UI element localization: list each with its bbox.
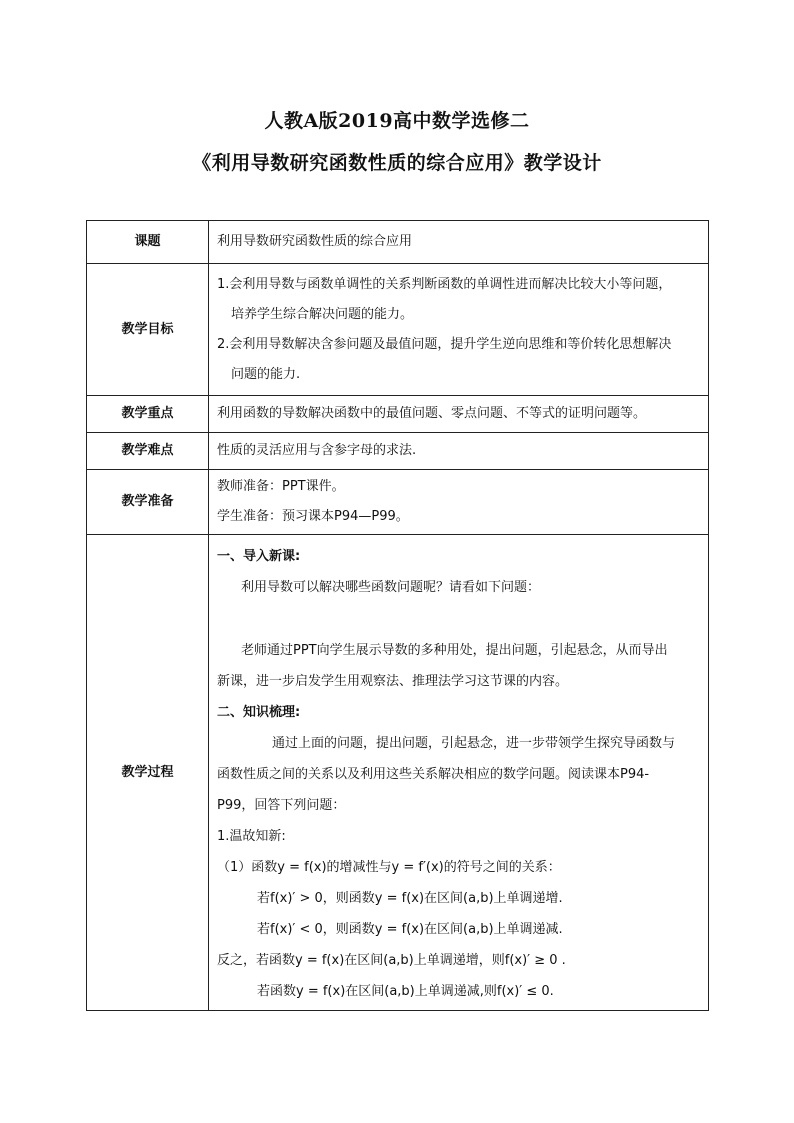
goals-content xyxy=(209,264,709,396)
goal-line-1: 1.会利用导数与函数单调性的关系判断函数的单调性进而解决比较大小等问题， xyxy=(217,276,672,292)
row-label-key-points: 教学重点 xyxy=(87,396,209,433)
preparation-content xyxy=(209,470,709,535)
process-content xyxy=(209,535,709,1011)
row-label-goals: 教学目标 xyxy=(87,264,209,396)
section-heading-knowledge: 二、知识梳理: xyxy=(217,705,301,720)
rule-increasing: 若f(x)′ > 0，则函数y = f(x)在区间(a,b)上单调递增. xyxy=(257,891,563,906)
knowledge-paragraph-line-1: 通过上面的问题，提出问题，引起悬念，进一步带领学生探究导函数与 xyxy=(272,736,676,751)
page-subtitle: 《利用导数研究函数性质的综合应用》教学设计 xyxy=(192,152,602,174)
table-row-difficulties xyxy=(87,433,709,470)
table-row-key-points xyxy=(87,396,709,433)
table-row-topic xyxy=(87,221,709,264)
goal-line-2: 培养学生综合解决问题的能力。 xyxy=(231,306,414,322)
row-label-preparation: 教学准备 xyxy=(87,470,209,535)
table-row-preparation xyxy=(87,470,709,535)
page-title: 人教A版2019高中数学选修二 xyxy=(264,110,530,132)
question-1: （1）函数y = f(x)的增减性与y = f′(x)的符号之间的关系： xyxy=(217,860,561,875)
table-row-goals xyxy=(87,264,709,396)
intro-paragraph-line-1: 老师通过PPT向学生展示导数的多种用处，提出问题，引起悬念，从而导出 xyxy=(241,643,668,658)
intro-text: 利用导数可以解决哪些函数问题呢？请看如下问题： xyxy=(241,580,541,595)
rule-decreasing: 若f(x)′ < 0，则函数y = f(x)在区间(a,b)上单调递减. xyxy=(257,922,563,937)
rule-converse-decreasing: 若函数y = f(x)在区间(a,b)上单调递减,则f(x)′ ≤ 0. xyxy=(257,984,554,999)
difficulties-text: 性质的灵活应用与含参字母的求法. xyxy=(209,433,709,470)
row-label-difficulties: 教学难点 xyxy=(87,433,209,470)
rule-converse-increasing: 反之，若函数y = f(x)在区间(a,b)上单调递增，则f(x)′ ≥ 0 . xyxy=(217,953,566,968)
review-heading: 1.温故知新: xyxy=(217,829,286,844)
teacher-preparation: 教师准备：PPT课件。 xyxy=(217,479,345,494)
lesson-plan-table xyxy=(86,220,709,1011)
intro-paragraph-line-2: 新课，进一步启发学生用观察法、推理法学习这节课的内容。 xyxy=(217,674,569,689)
knowledge-paragraph-line-2: 函数性质之间的关系以及利用这些关系解决相应的数学问题。阅读课本P94- xyxy=(217,767,650,782)
student-preparation: 学生准备：预习课本P94—P99。 xyxy=(217,509,409,524)
goal-line-3: 2.会利用导数解决含参问题及最值问题，提升学生逆向思维和等价转化思想解决 xyxy=(217,336,672,352)
section-heading-intro: 一、导入新课: xyxy=(217,549,301,564)
row-label-process: 教学过程 xyxy=(87,535,209,1011)
table-row-process xyxy=(87,535,709,1011)
key-points-text: 利用函数的导数解决函数中的最值问题、零点问题、不等式的证明问题等。 xyxy=(209,396,709,433)
row-label-topic: 课题 xyxy=(87,221,209,264)
topic-text: 利用导数研究函数性质的综合应用 xyxy=(209,221,709,264)
blank-space xyxy=(217,603,702,635)
goal-line-4: 问题的能力. xyxy=(231,366,301,382)
knowledge-paragraph-line-3: P99，回答下列问题： xyxy=(217,798,346,813)
